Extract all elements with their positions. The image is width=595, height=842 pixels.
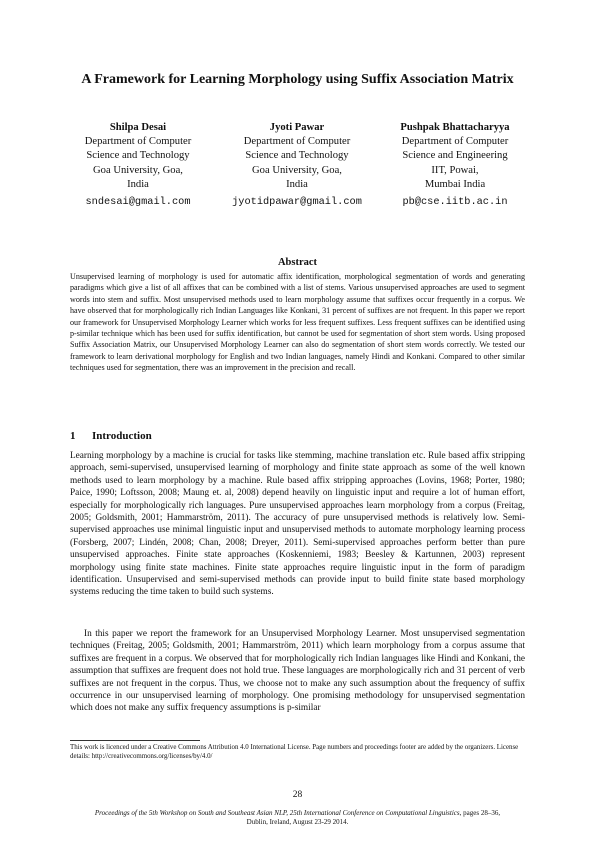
proceedings-venue: Proceedings of the 5th Workshop on South and Southeast Asian NLP, 25th International Conference on Computational Linguistics, bbox=[94, 809, 462, 817]
author-affiliation-line: Department of Computer bbox=[243, 136, 351, 148]
author-email: sndesai@gmail.com bbox=[85, 196, 191, 209]
author-affiliation-line: Department of Computer bbox=[84, 136, 192, 148]
author-affiliation-line: Science and Technology bbox=[86, 150, 190, 162]
paper-title: A Framework for Learning Morphology using Suffix Association Matrix bbox=[81, 72, 514, 87]
author-affiliation-line: Science and Technology bbox=[245, 150, 349, 162]
author-affiliation-line: Mumbai India bbox=[424, 178, 486, 190]
author-name: Shilpa Desai bbox=[109, 122, 167, 133]
author-email: jyotidpawar@gmail.com bbox=[232, 196, 362, 209]
proceedings-footer bbox=[30, 809, 565, 828]
author-affiliation-line: India bbox=[127, 178, 149, 190]
footnote-rule bbox=[70, 740, 200, 741]
body-paragraph: Learning morphology by a machine is crucial for tasks like stemming, machine translation etc. Rule based affix stripping approach, semi-supervised, unsupervised learning of morphology and finite state approach as some of the well known methods used to learn morphology by a machine. Rule based affix stripping approaches (Lovins, 1968; Porter, 1980; Paice, 1990; Loftsson, 2008; Maung et. al, 2008) depend heavily on linguistic input and require a lot of human effort, especially for morphologically rich languages. Pure unsupervised approaches learn morphology from a corpus (Freitag, 2005; Goldsmith, 2001; Hammarström, 2011). The accuracy of pure unsupervised methods is relatively low. Semi-supervised approaches use minimal linguistic input and unsupervised methods to automate morphology learning process (Forsberg, 2007; Lindén, 2008; Chan, 2008; Dreyer, 2011). Semi-supervised approaches perform better than pure unsupervised approaches. Finite state approaches (Koskenniemi, 1983; Beesley & Kartunnen, 2003) represent morphology using finite state machines. Finite state approaches require linguistic input in the form of paradigm identification. Unsupervised and semi-supervised methods can provide input to build finite state based morphology systems reducing the time taken to build such systems. bbox=[70, 451, 525, 598]
author-name: Pushpak Bhattacharyya bbox=[400, 122, 510, 133]
author-email: pb@cse.iitb.ac.in bbox=[402, 196, 508, 209]
proceedings-location: Dublin, Ireland, August 23-29 2014. bbox=[246, 818, 349, 827]
abstract-heading: Abstract bbox=[277, 257, 318, 268]
footnote: This work is licenced under a Creative Commons Attribution 4.0 International License. Page numbers and proceedings footer are added by the organizers. License details: http://creativecommons.org/licenses/by/4.0/ bbox=[70, 744, 519, 761]
body-paragraph: In this paper we report the framework for an Unsupervised Morphology Learner. Most unsupervised segmentation techniques (Freitag, 2005; Goldsmith, 2001; Hammarström, 2011) which learn morphology from a corpus assume that suffixes are frequent in a corpus. We observed that for morphologically rich Indian languages like Hindi and Konkani, the assumption that suffixes are frequent does not hold true. These languages are morphologically rich and 31 percent of verb suffixes are not frequent in the corpus. Thus, we choose not to make any such assumption about the frequency of suffix occurrence in our unsupervised learning of morphology. One promising methodology for unsupervised segmentation which does not make any suffix frequency assumptions is p-similar bbox=[70, 629, 525, 714]
author-affiliation-line: India bbox=[286, 178, 308, 190]
author-affiliation-line: Science and Engineering bbox=[402, 150, 508, 162]
author-affiliation-line: Goa University, Goa, bbox=[252, 164, 342, 176]
section-title: Introduction bbox=[92, 430, 152, 442]
page-number: 28 bbox=[292, 790, 303, 800]
author-affiliation-line: Department of Computer bbox=[401, 136, 509, 148]
author-name: Jyoti Pawar bbox=[269, 122, 325, 133]
abstract-text: Unsupervised learning of morphology is used for automatic affix identification, morphological segmentation of words and generating paradigms which give a list of all affixes that can be combined with a list of stems. Various unsupervised approaches are used to segment words into stem and suffix. Most unsupervised methods used to learn morphology assume that suffixes occur frequently in a corpus. We have observed that for morphologically rich Indian Languages like Konkani, 31 percent of suffixes are not frequent. In this paper we report our framework for Unsupervised Morphology Learner which works for less frequent suffixes. Less frequent suffixes can be identified using p-similar technique which has been used for suffix identification, but cannot be used for segmentation of short stem words. Using proposed Suffix Association Matrix, our Unsupervised Morphology Learner can also do segmentation of short stem words correctly. We tested our framework to learn derivational morphology for English and two Indian languages, namely Hindi and Konkani. Compared to other similar techniques used for segmentation, there was an improvement in the precision and recall. bbox=[70, 272, 525, 373]
proceedings-pages: pages 28–36, bbox=[461, 809, 501, 817]
author-affiliation-line: IIT, Powai, bbox=[431, 164, 479, 176]
author-block-2 bbox=[212, 121, 382, 209]
section-number: 1 bbox=[70, 430, 76, 442]
author-block-3 bbox=[370, 121, 540, 209]
author-affiliation-line: Goa University, Goa, bbox=[93, 164, 183, 176]
section-heading bbox=[70, 430, 152, 442]
author-block-1 bbox=[53, 121, 223, 209]
